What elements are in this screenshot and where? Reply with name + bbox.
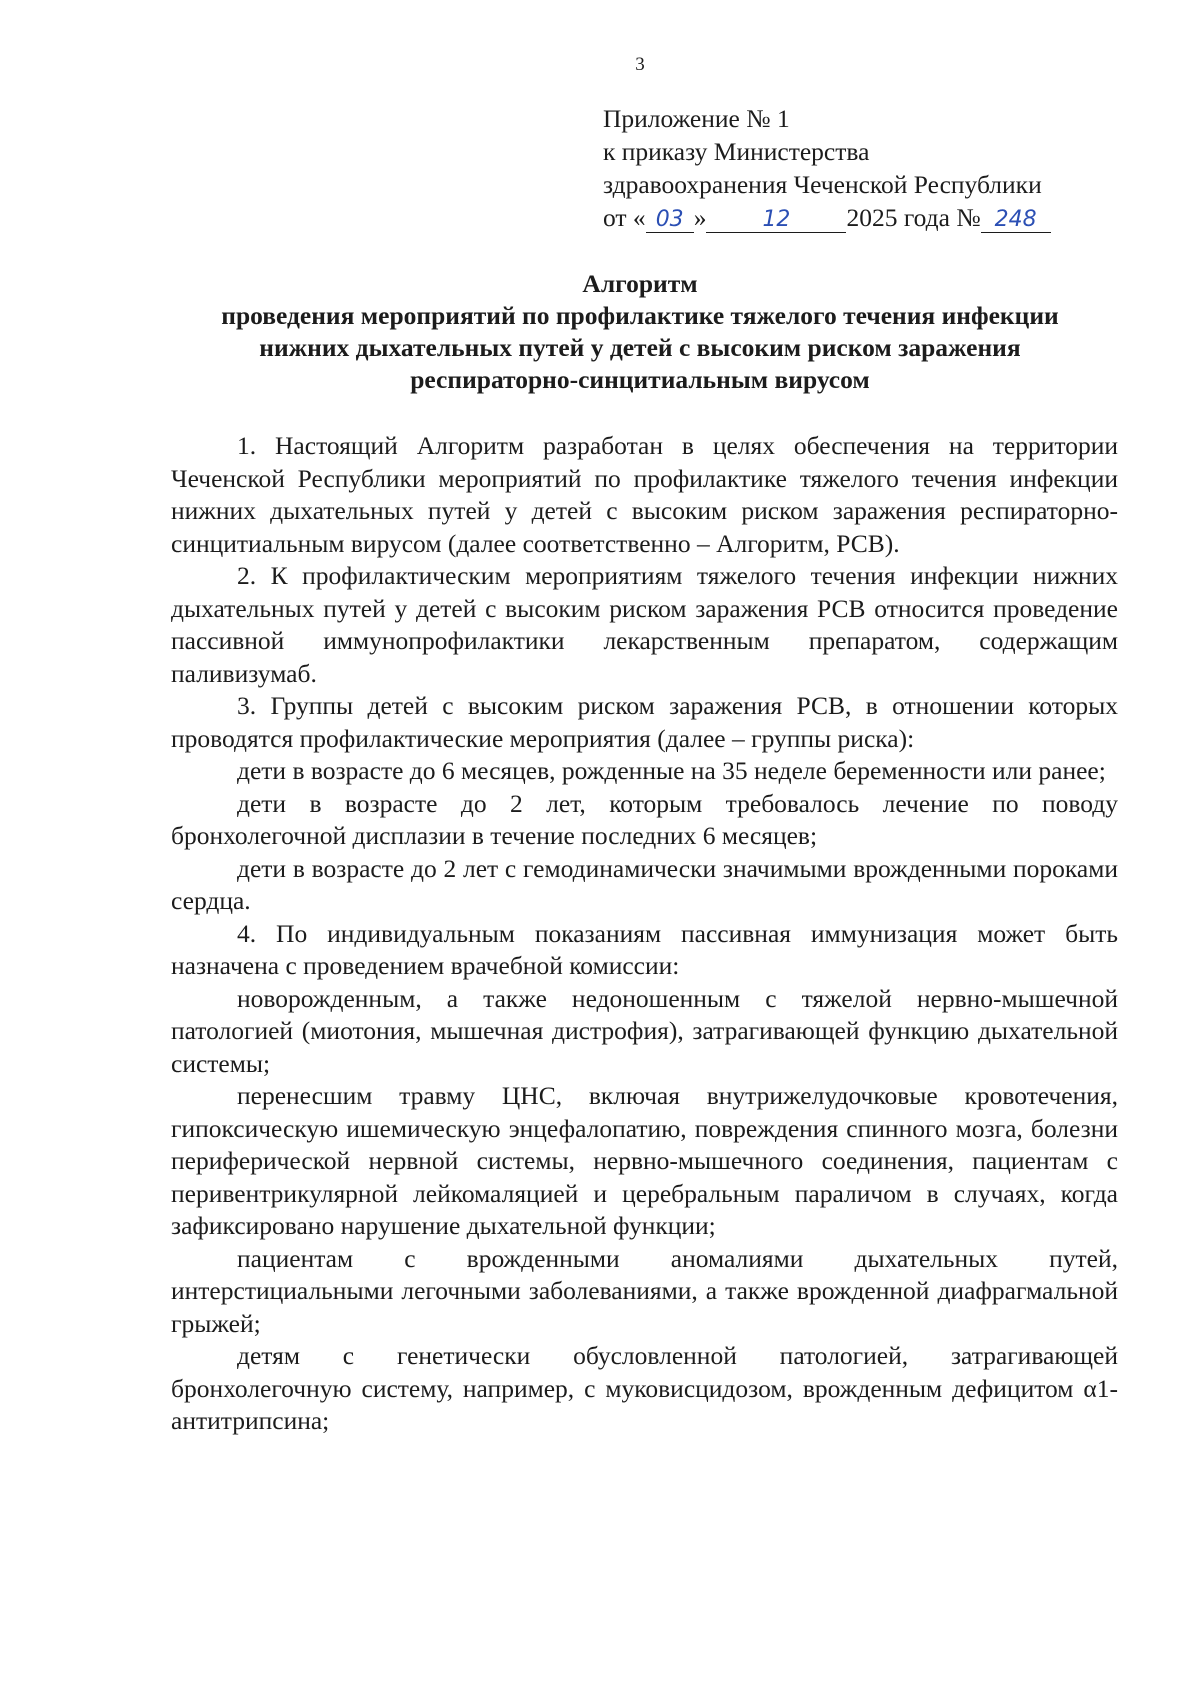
- indication-4: детям с генетически обусловленной патологией, затрагивающей бронхолегочную систему, например, с муковисцидозом, врожденным дефицитом α1-антитрипсина;: [171, 1341, 1118, 1435]
- risk-group-2: дети в возрасте до 2 лет, которым требовалось лечение по поводу бронхолегочной дисплазии в течение последних 6 месяцев;: [171, 788, 1118, 850]
- indication-3: пациентам с врожденными аномалиями дыхательных путей, интерстициальными легочными заболеваниями, а также врожденной диафрагмальной грыжей;: [171, 1243, 1118, 1338]
- document-body: [171, 430, 1118, 1438]
- appendix-header: [603, 102, 1051, 234]
- appendix-date-line: [603, 201, 1051, 234]
- appendix-line-1: Приложение № 1: [603, 104, 790, 133]
- date-year: 2025 года №: [846, 203, 981, 232]
- handwritten-order-number: 248: [981, 208, 1051, 233]
- document-title: [150, 268, 1130, 396]
- page-number: 3: [635, 54, 645, 75]
- paragraph-1: 1. Настоящий Алгоритм разработан в целях обеспечения на территории Чеченской Республики мероприятий по профилактике тяжелого течения инфекции нижних дыхательных путей у детей с высоким риском заражения респираторно-синцитиальным вирусом (далее соответственно – Алгоритм, РСВ).: [171, 431, 1118, 558]
- risk-group-1: дети в возрасте до 6 месяцев, рожденные на 35 неделе беременности или ранее;: [237, 756, 1106, 785]
- appendix-line-3: здравоохранения Чеченской Республики: [603, 170, 1042, 199]
- paragraph-3: 3. Группы детей с высоким риском заражения РСВ, в отношении которых проводятся профилактические мероприятия (далее – группы риска):: [171, 691, 1118, 753]
- handwritten-month: 12: [706, 208, 846, 233]
- indication-2: перенесшим травму ЦНС, включая внутрижелудочковые кровотечения, гипоксическую ишемическую энцефалопатию, повреждения спинного мозга, болезни периферической нервной системы, нервно-мышечного соединения, пациентам с перивентрикулярной лейкомаляцией и церебральным параличом в случаях, когда зафиксировано нарушение дыхательной функции;: [171, 1081, 1118, 1240]
- date-mid: »: [693, 203, 707, 232]
- paragraph-4: 4. По индивидуальным показаниям пассивная иммунизация может быть назначена с проведением врачебной комиссии:: [171, 918, 1118, 980]
- indication-1: новорожденным, а также недоношенным с тяжелой нервно-мышечной патологией (миотония, мышечная дистрофия), затрагивающей функцию дыхательной системы;: [171, 983, 1118, 1078]
- paragraph-2: 2. К профилактическим мероприятиям тяжелого течения инфекции нижних дыхательных путей у детей с высоким риском заражения РСВ относится проведение пассивной иммунопрофилактики лекарственным препаратом, содержащим паливизумаб.: [171, 561, 1118, 688]
- risk-group-3: дети в возрасте до 2 лет с гемодинамически значимыми врожденными пороками сердца.: [171, 853, 1118, 915]
- title-line-2: проведения мероприятий по профилактике тяжелого течения инфекции: [221, 301, 1059, 330]
- title-line-3: нижних дыхательных путей у детей с высоким риском заражения: [259, 333, 1021, 362]
- title-line-4: респираторно-синцитиальным вирусом: [410, 365, 870, 394]
- title-line-1: Алгоритм: [582, 269, 698, 298]
- handwritten-day: 03: [646, 208, 694, 233]
- date-prefix: от «: [603, 203, 646, 232]
- appendix-line-2: к приказу Министерства: [603, 137, 870, 166]
